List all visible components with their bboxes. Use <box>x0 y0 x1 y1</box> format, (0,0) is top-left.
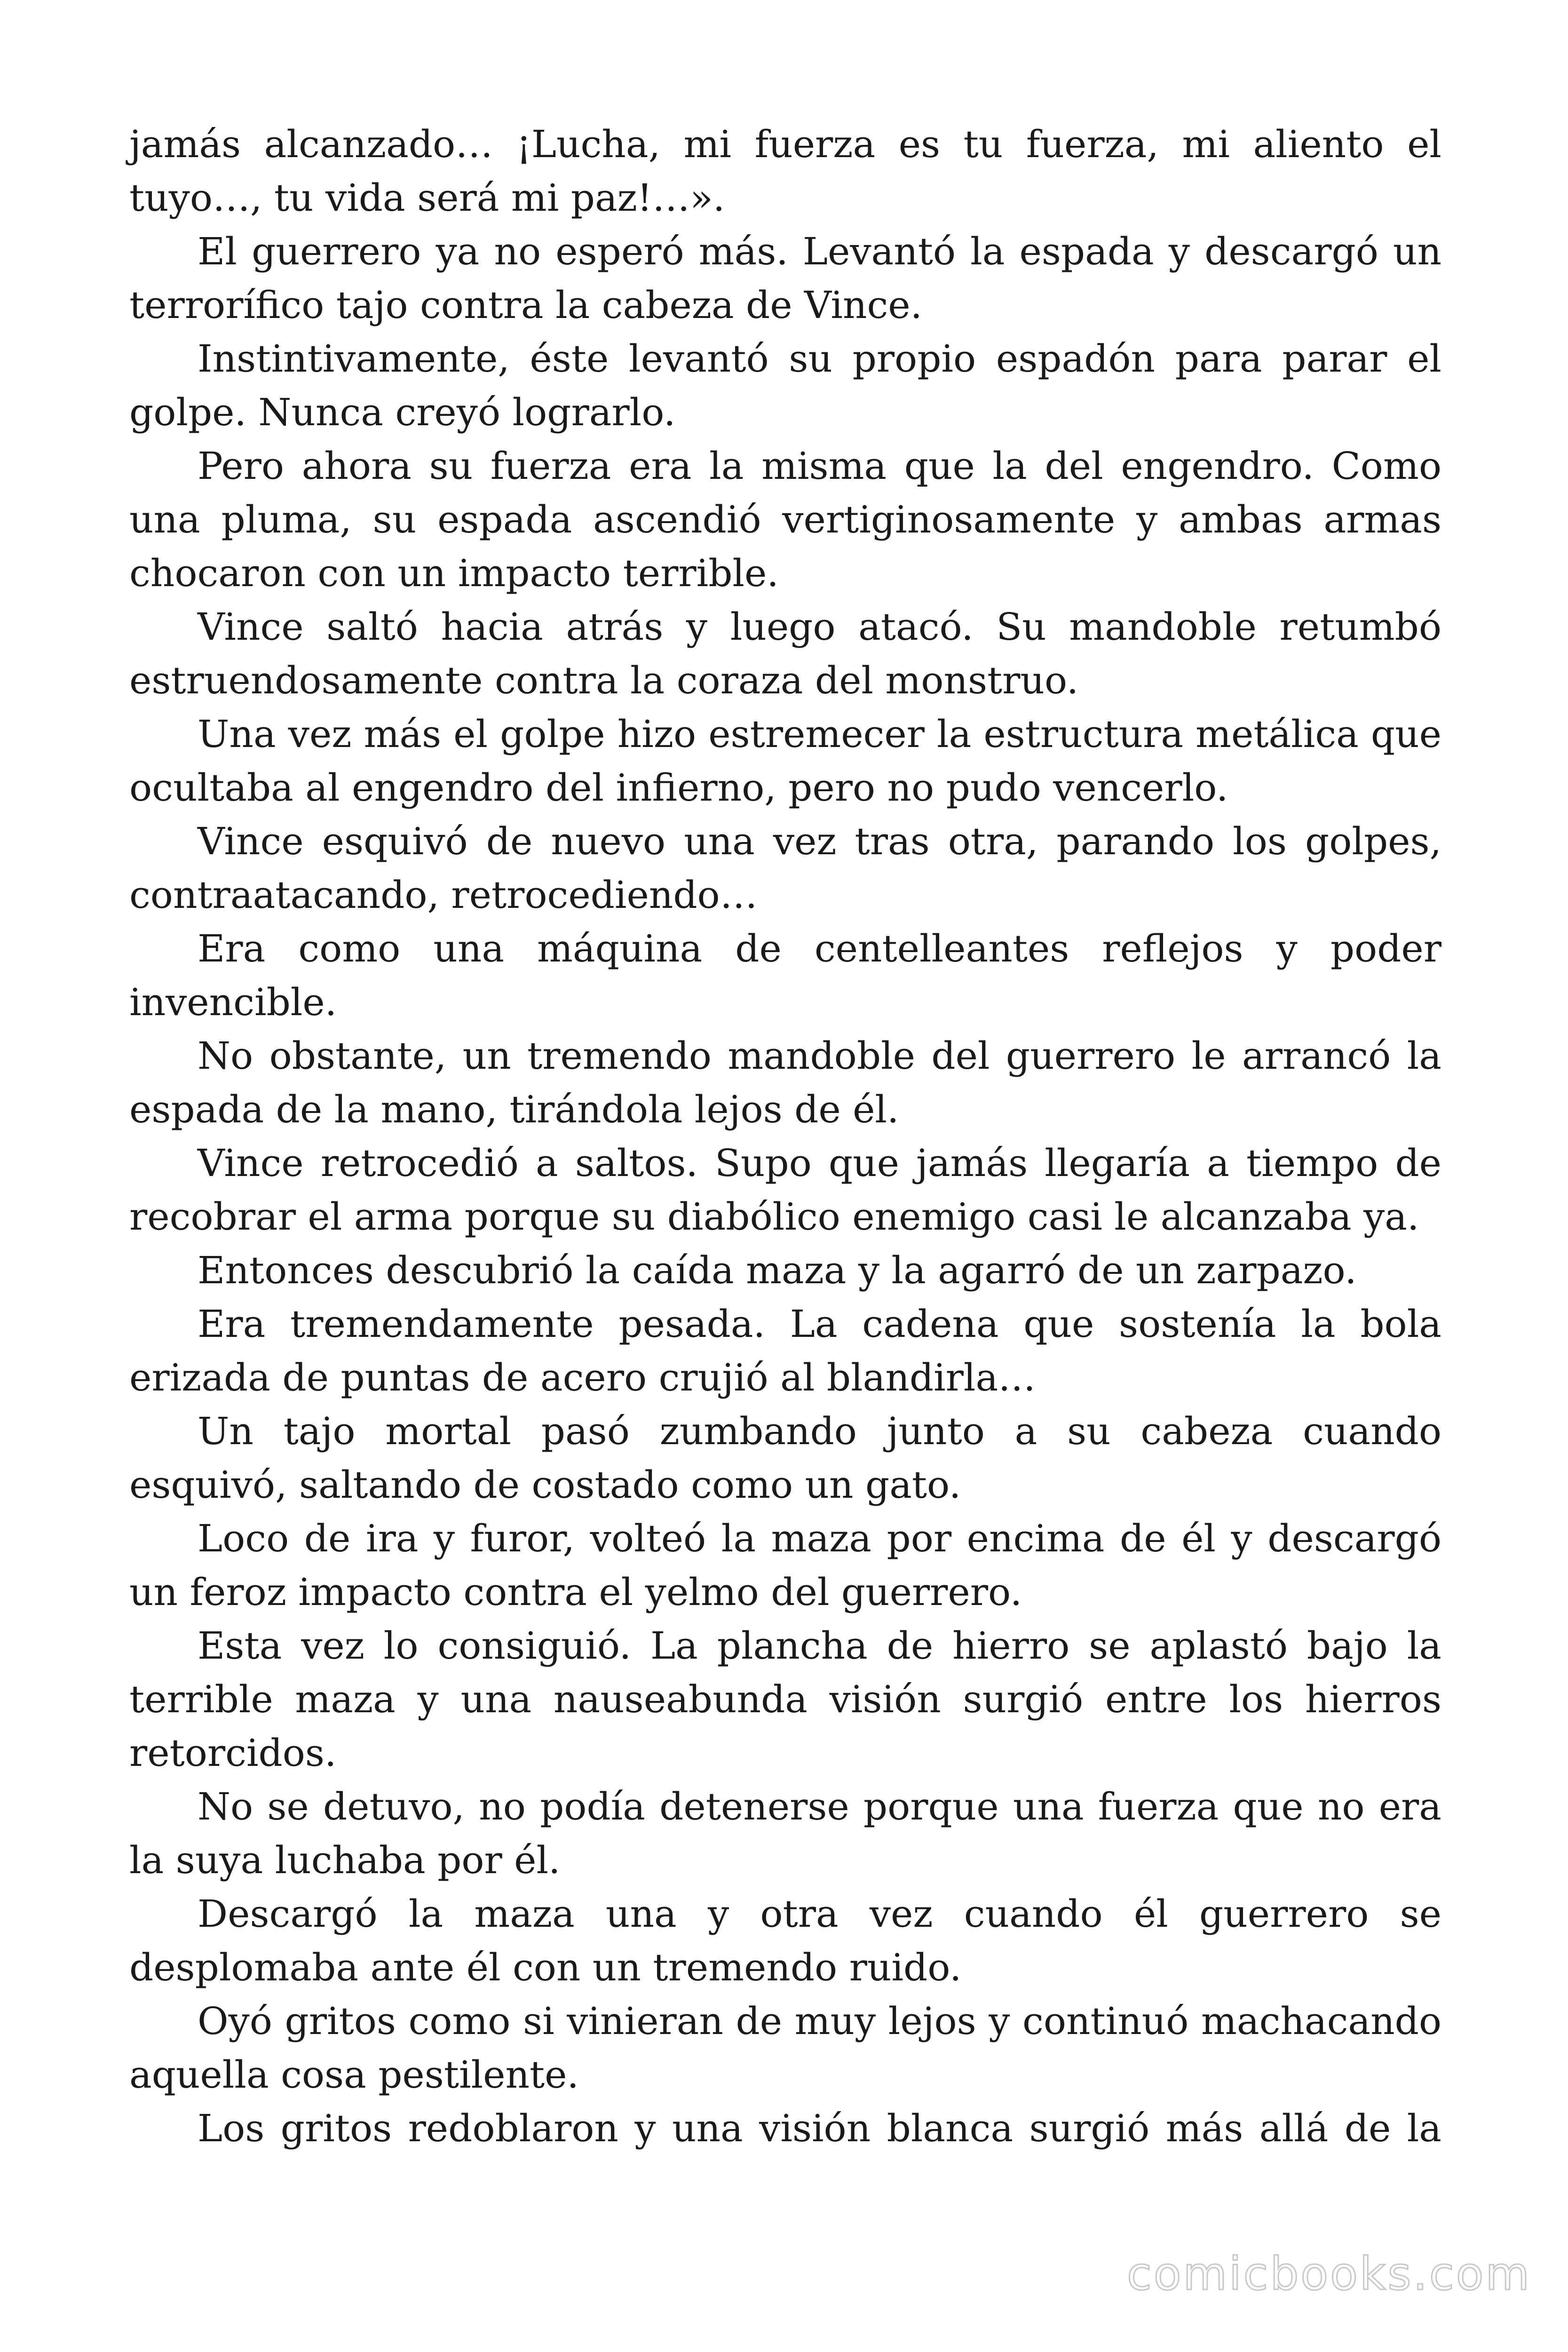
paragraph-7: Vince esquivó de nuevo una vez tras otra, parando los golpes, contraatacando, retrocediendo… <box>129 819 1441 917</box>
page-body <box>129 118 1441 2155</box>
paragraph-16: No se detuvo, no podía detenerse porque una fuerza que no era la suya luchaba por él. <box>129 1785 1441 1882</box>
paragraph-4: Pero ahora su fuerza era la misma que la del engendro. Como una pluma, su espada ascendió vertiginosamente y ambas armas chocaron con un impacto terrible. <box>129 444 1441 595</box>
paragraph-8: Era como una máquina de centelleantes reflejos y poder invencible. <box>129 927 1441 1024</box>
paragraph-9: No obstante, un tremendo mandoble del guerrero le arrancó la espada de la mano, tirándola lejos de él. <box>129 1034 1441 1131</box>
paragraph-13: Un tajo mortal pasó zumbando junto a su cabeza cuando esquivó, saltando de costado como un gato. <box>129 1409 1441 1507</box>
paragraph-17: Descargó la maza una y otra vez cuando él guerrero se desplomaba ante él con un tremendo ruido. <box>129 1892 1441 1989</box>
paragraph-14: Loco de ira y furor, volteó la maza por encima de él y descargó un feroz impacto contra el yelmo del guerrero. <box>129 1517 1441 1614</box>
watermark: comicbooks.com <box>1126 2248 1531 2300</box>
paragraph-2: El guerrero ya no esperó más. Levantó la espada y descargó un terrorífico tajo contra la cabeza de Vince. <box>129 230 1441 327</box>
paragraph-6: Una vez más el golpe hizo estremecer la estructura metálica que ocultaba al engendro del infierno, pero no pudo vencerlo. <box>129 712 1441 810</box>
paragraph-12: Era tremendamente pesada. La cadena que sostenía la bola erizada de puntas de acero crujió al blandirla… <box>129 1302 1441 1399</box>
paragraph-1: jamás alcanzado… ¡Lucha, mi fuerza es tu fuerza, mi aliento el tuyo…, tu vida será mi paz!…». <box>129 122 1441 220</box>
paragraph-11: Entonces descubrió la caída maza y la agarró de un zarpazo. <box>198 1248 1357 1292</box>
paragraph-5: Vince saltó hacia atrás y luego atacó. Su mandoble retumbó estruendosamente contra la coraza del monstruo. <box>129 605 1441 702</box>
paragraph-15: Esta vez lo consiguió. La plancha de hierro se aplastó bajo la terrible maza y una nauseabunda visión surgió entre los hierros retorcidos. <box>129 1624 1441 1775</box>
paragraph-18: Oyó gritos como si vinieran de muy lejos y continuó machacando aquella cosa pestilente. <box>129 1999 1441 2097</box>
paragraph-19: Los gritos redoblaron y una visión blanca surgió más allá de la <box>198 2106 1441 2150</box>
paragraph-3: Instintivamente, éste levantó su propio espadón para parar el golpe. Nunca creyó lograrlo. <box>129 337 1441 434</box>
paragraph-10: Vince retrocedió a saltos. Supo que jamás llegaría a tiempo de recobrar el arma porque su diabólico enemigo casi le alcanzaba ya. <box>129 1141 1441 1239</box>
